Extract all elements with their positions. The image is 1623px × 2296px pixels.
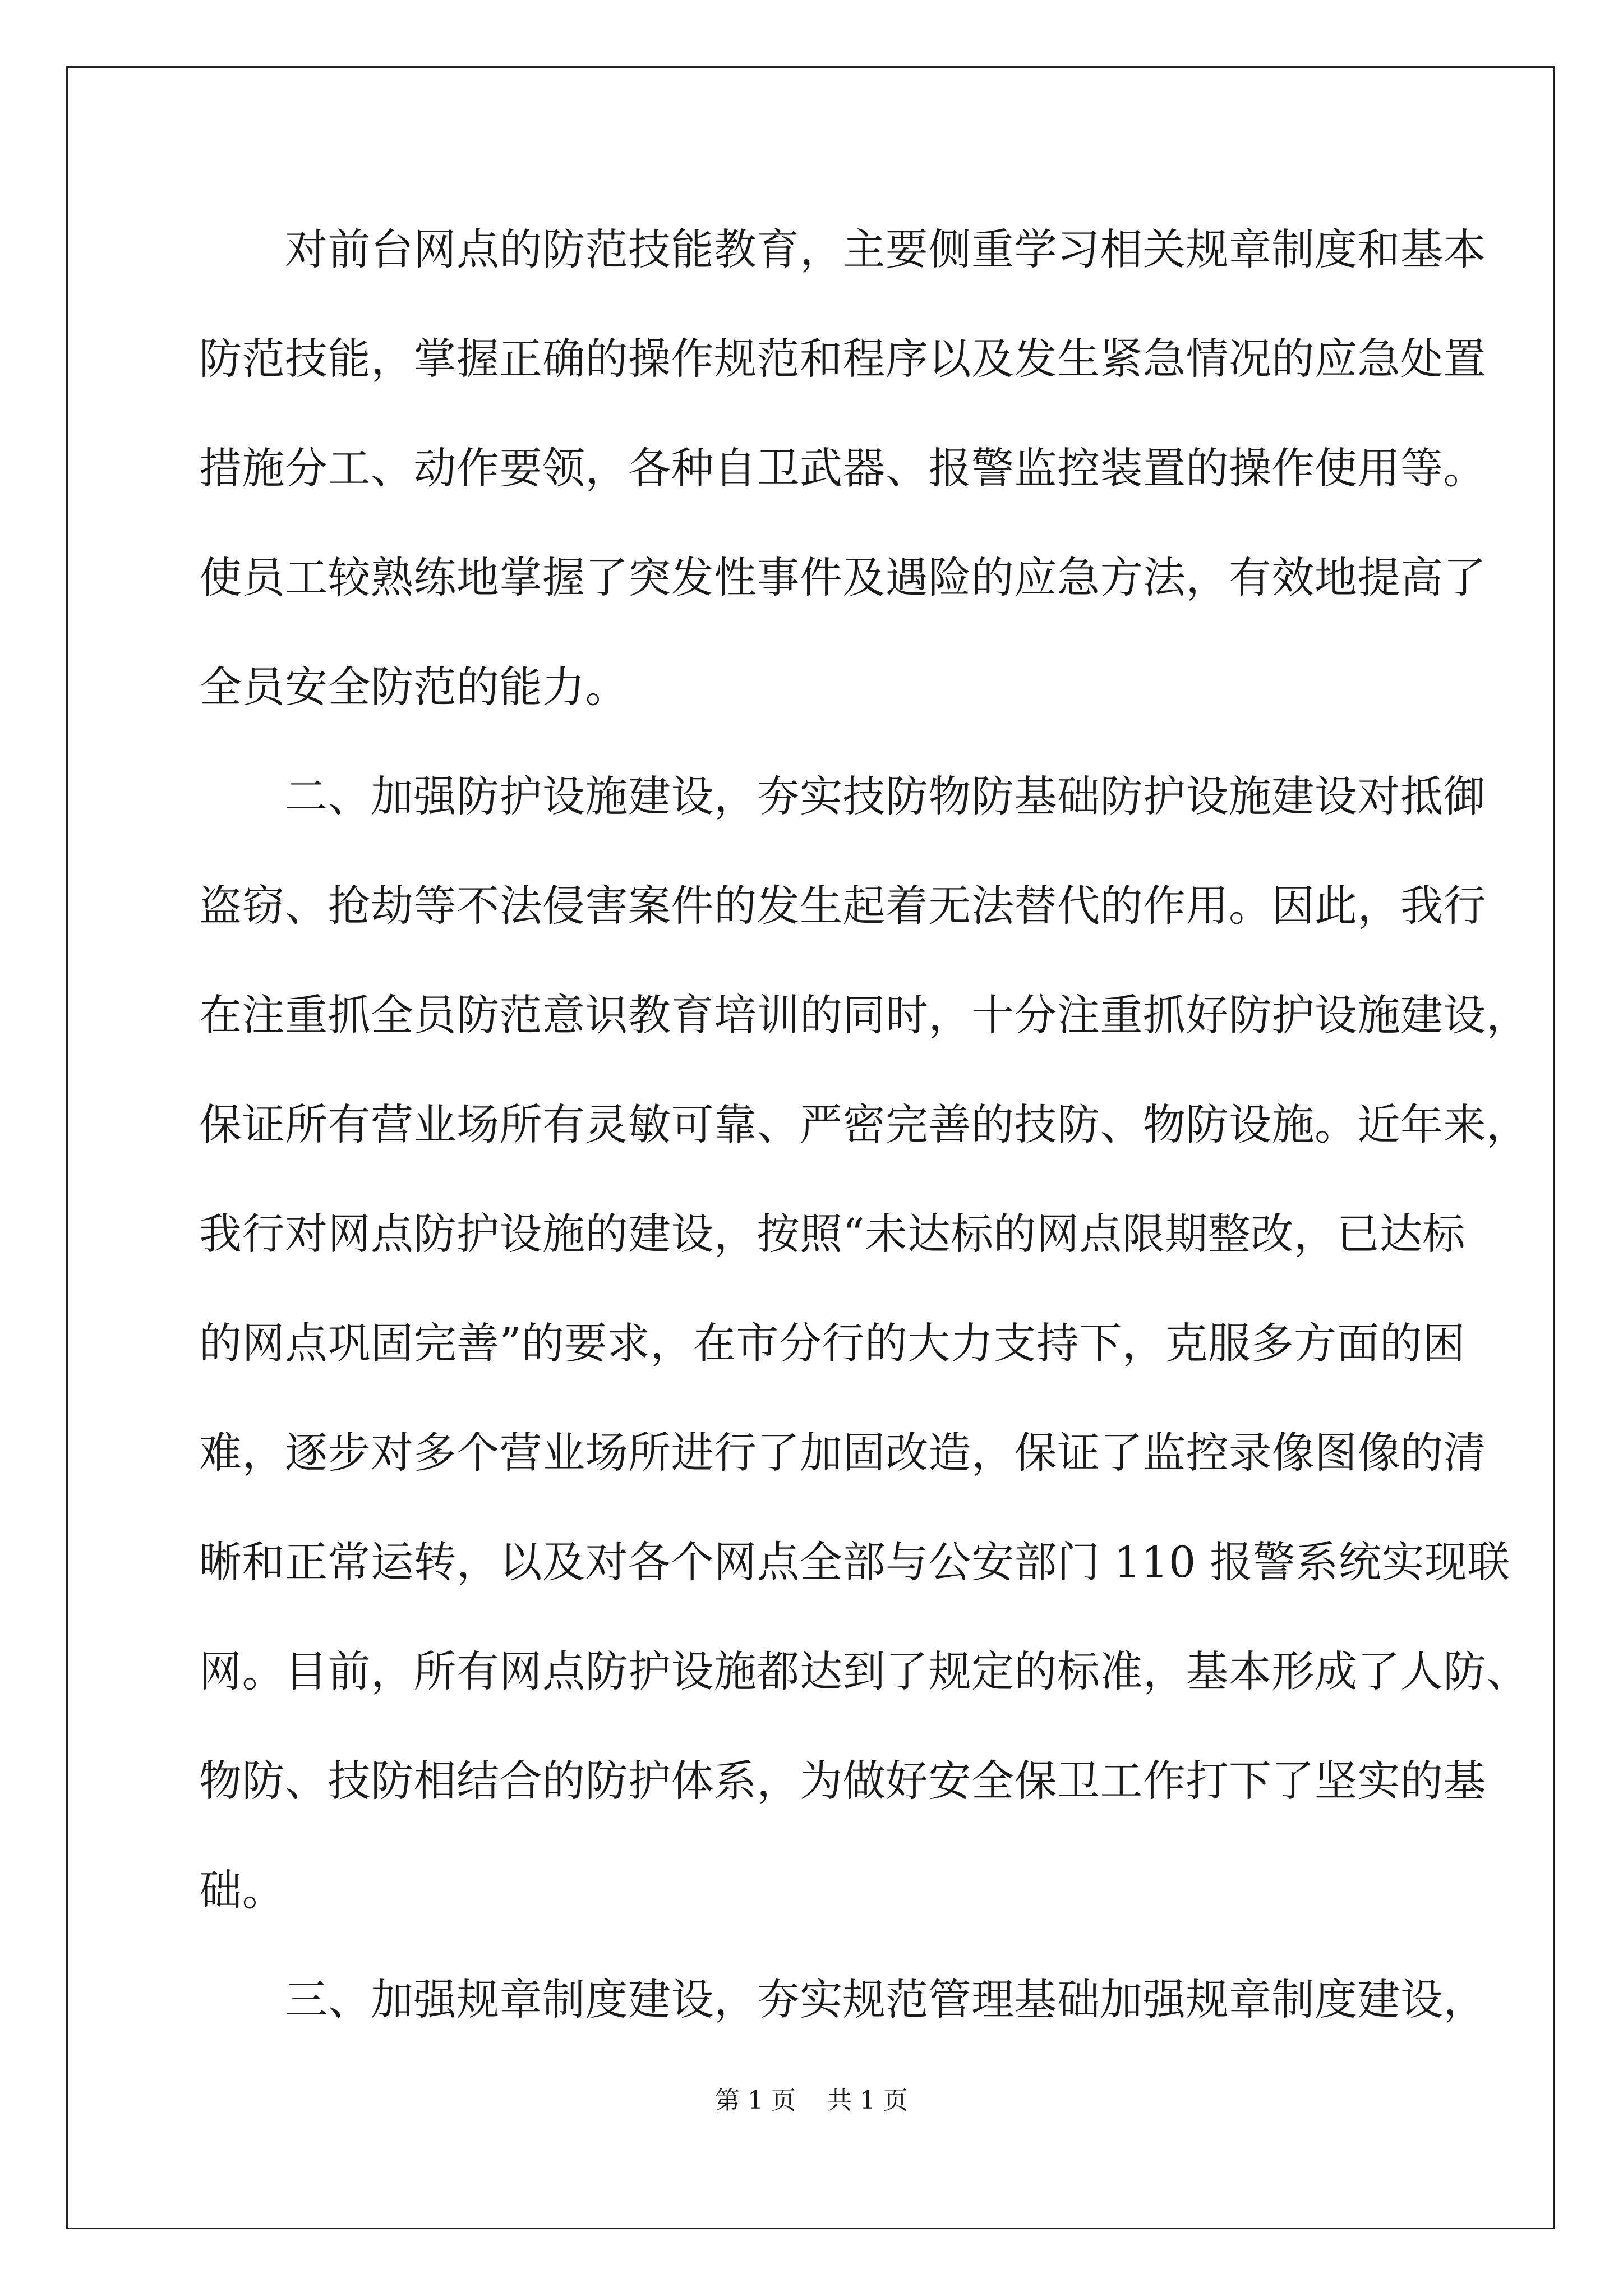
text-line: 晰和正常运转，以及对各个网点全部与公安部门 110 报警系统实现联 [199, 1537, 1510, 1587]
text-line: 对前台网点的防范技能教育，主要侧重学习相关规章制度和基本 [199, 224, 1486, 274]
text-line: 盗窃、抢劫等不法侵害案件的发生起着无法替代的作用。因此，我行 [199, 881, 1486, 931]
text-line: 础。 [199, 1865, 285, 1915]
text-line: 保证所有营业场所有灵敏可靠、严密完善的技防、物防设施。近年来， [199, 1099, 1529, 1149]
text-line: 二、加强防护设施建设，夯实技防物防基础防护设施建设对抵御 [199, 771, 1486, 821]
page-footer: 第 1 页 共 1 页 [715, 2086, 908, 2115]
text-line: 难，逐步对多个营业场所进行了加固改造，保证了监控录像图像的清 [199, 1428, 1486, 1478]
text-line: 全员安全防范的能力。 [199, 662, 628, 712]
text-line: 三、加强规章制度建设，夯实规范管理基础加强规章制度建设， [199, 1975, 1486, 2024]
text-line: 网。目前，所有网点防护设施都达到了规定的标准，基本形成了人防、 [199, 1646, 1529, 1696]
text-line: 物防、技防相结合的防护体系，为做好安全保卫工作打下了坚实的基 [199, 1756, 1486, 1806]
text-line: 在注重抓全员防范意识教育培训的同时，十分注重抓好防护设施建设， [199, 990, 1529, 1040]
text-line: 使员工较熟练地掌握了突发性事件及遇险的应急方法，有效地提高了 [199, 553, 1486, 602]
text-line: 的网点巩固完善”的要求，在市分行的大力支持下，克服多方面的困 [199, 1318, 1465, 1368]
text-line: 防范技能，掌握正确的操作规范和程序以及发生紧急情况的应急处置 [199, 334, 1486, 384]
text-line: 我行对网点防护设施的建设，按照“未达标的网点限期整改，已达标 [199, 1209, 1465, 1259]
text-line: 措施分工、动作要领，各种自卫武器、报警监控装置的操作使用等。 [199, 443, 1486, 493]
